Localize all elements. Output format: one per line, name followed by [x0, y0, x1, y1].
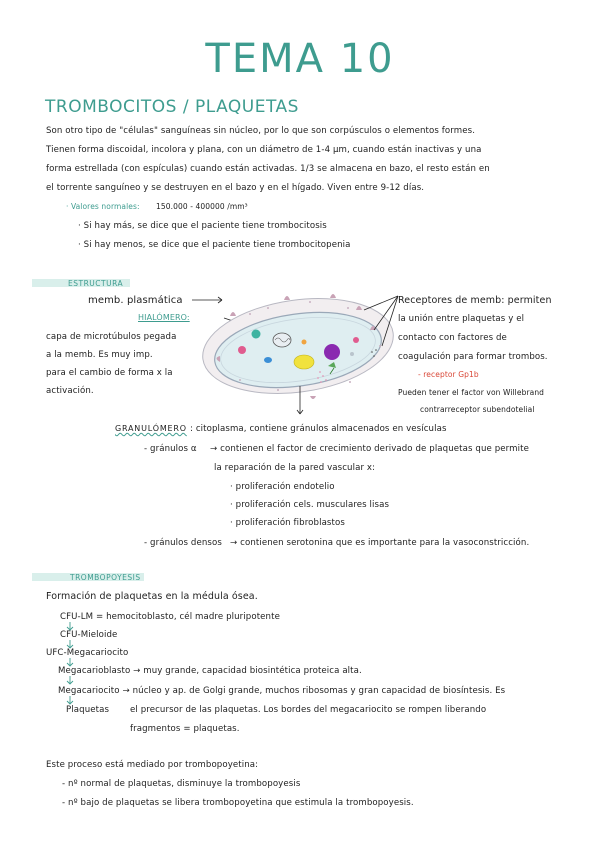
bullet-trombocitosis: · Si hay más, se dice que el paciente tiene trombocitosis — [78, 221, 327, 231]
section-estructura-heading: ESTRUCTURA — [68, 279, 124, 288]
megacarioblasto: Megacarioblasto → muy grande, capacidad biosintética proteica alta. — [58, 666, 362, 676]
receptor-gp1b: - receptor Gp1b — [418, 370, 479, 379]
ufc-megacariocito: UFC-Megacariocito — [46, 648, 129, 658]
granulomero-label: GRANULÓMERO — [115, 424, 187, 433]
hialomero-line-2: a la memb. Es muy imp. — [46, 350, 153, 360]
bullet-trombocitopenia: · Si hay menos, se dice que el paciente tiene trombocitopenia — [78, 240, 351, 250]
platelet-diagram — [180, 286, 420, 416]
page-title: TEMA 10 — [205, 36, 395, 82]
hialomero-line-3: para el cambio de forma x la — [46, 368, 173, 378]
hialomero-line-4: activación. — [46, 386, 94, 396]
normal-values-value: 150.000 - 400000 /mm³ — [156, 202, 248, 211]
granulomero-text: : citoplasma, contiene gránulos almacenados en vesículas — [190, 424, 447, 434]
receptores-line-1: Receptores de memb: permiten — [398, 295, 552, 306]
megacariocito-line-3: fragmentos = plaquetas. — [130, 724, 240, 734]
granulos-alfa-label: - gránulos α — [144, 444, 197, 454]
proliferacion-endotelio: · proliferación endotelio — [230, 482, 335, 492]
proceso-bullet-1: - nº normal de plaquetas, disminuye la trombopoyesis — [62, 779, 301, 789]
granulos-alfa-text-2: la reparación de la pared vascular x: — [214, 463, 376, 473]
receptores-line-4: coagulación para formar trombos. — [398, 352, 548, 362]
receptores-line-6: Pueden tener el factor von Willebrand — [398, 388, 545, 397]
granule-yellow — [294, 355, 314, 369]
cfu-mieloide: CFU-Mieloide — [60, 630, 118, 640]
receptores-line-7: contrarreceptor subendotelial — [420, 405, 535, 414]
proceso-line: Este proceso está mediado por trombopoyetina: — [46, 760, 259, 770]
intro-line-3: forma estrellada (con espículas) cuando están activadas. 1/3 se almacena en bazo, el resto están en — [46, 164, 490, 174]
mitochondrion — [273, 333, 291, 347]
proceso-bullet-2: - nº bajo de plaquetas se libera trombopoyetina que estimula la trombopoyesis. — [62, 798, 414, 808]
receptores-line-2: la unión entre plaquetas y el — [398, 314, 525, 324]
megacariocito-line-1: Megacariocito → núcleo y ap. de Golgi grande, muchos ribosomas y gran capacidad de biosíntesis. Es — [58, 686, 506, 696]
hierarchy-arrows — [60, 620, 80, 710]
granule-blue — [264, 357, 272, 363]
receptores-line-3: contacto con factores de — [398, 333, 507, 343]
trombopoyesis-line-1: Formación de plaquetas en la médula ósea. — [46, 591, 258, 602]
hialomero-line-1: capa de microtúbulos pegada — [46, 332, 177, 342]
granule-teal — [252, 330, 261, 339]
granulos-densos-label: - gránulos densos — [144, 538, 222, 548]
granule-pink — [238, 346, 246, 354]
granule-purple — [324, 344, 340, 360]
plaquetas-label: Plaquetas — [66, 705, 110, 715]
section-trombopoyesis-heading: TROMBOPOYESIS — [70, 573, 141, 582]
granule-orange — [302, 340, 307, 345]
membrana-label: memb. plasmática — [88, 295, 183, 306]
granulos-densos-text: → contienen serotonina que es importante para la vasoconstricción. — [230, 538, 530, 548]
intro-line-1: Son otro tipo de "células" sanguíneas sin núcleo, por lo que son corpúsculos o elementos formes. — [46, 126, 476, 136]
hialomero-label: HIALÓMERO: — [138, 313, 190, 322]
cfu-lm: CFU-LM = hemocitoblasto, cél madre pluripotente — [60, 612, 280, 622]
granulos-alfa-text: → contienen el factor de crecimiento derivado de plaquetas que permite — [210, 444, 529, 454]
proliferacion-fibroblastos: · proliferación fibroblastos — [230, 518, 345, 528]
proliferacion-musculares: · proliferación cels. musculares lisas — [230, 500, 390, 510]
intro-line-4: el torrente sanguíneo y se destruyen en el bazo y en el hígado. Viven entre 9-12 días. — [46, 183, 425, 193]
intro-line-2: Tienen forma discoidal, incolora y plana, con un diámetro de 1-4 μm, cuando están inactivas y una — [46, 145, 482, 155]
normal-values-label: · Valores normales: — [66, 202, 140, 211]
megacariocito-line-2: el precursor de las plaquetas. Los bordes del megacariocito se rompen liberando — [130, 705, 487, 715]
page-subtitle: TROMBOCITOS / PLAQUETAS — [45, 97, 299, 117]
